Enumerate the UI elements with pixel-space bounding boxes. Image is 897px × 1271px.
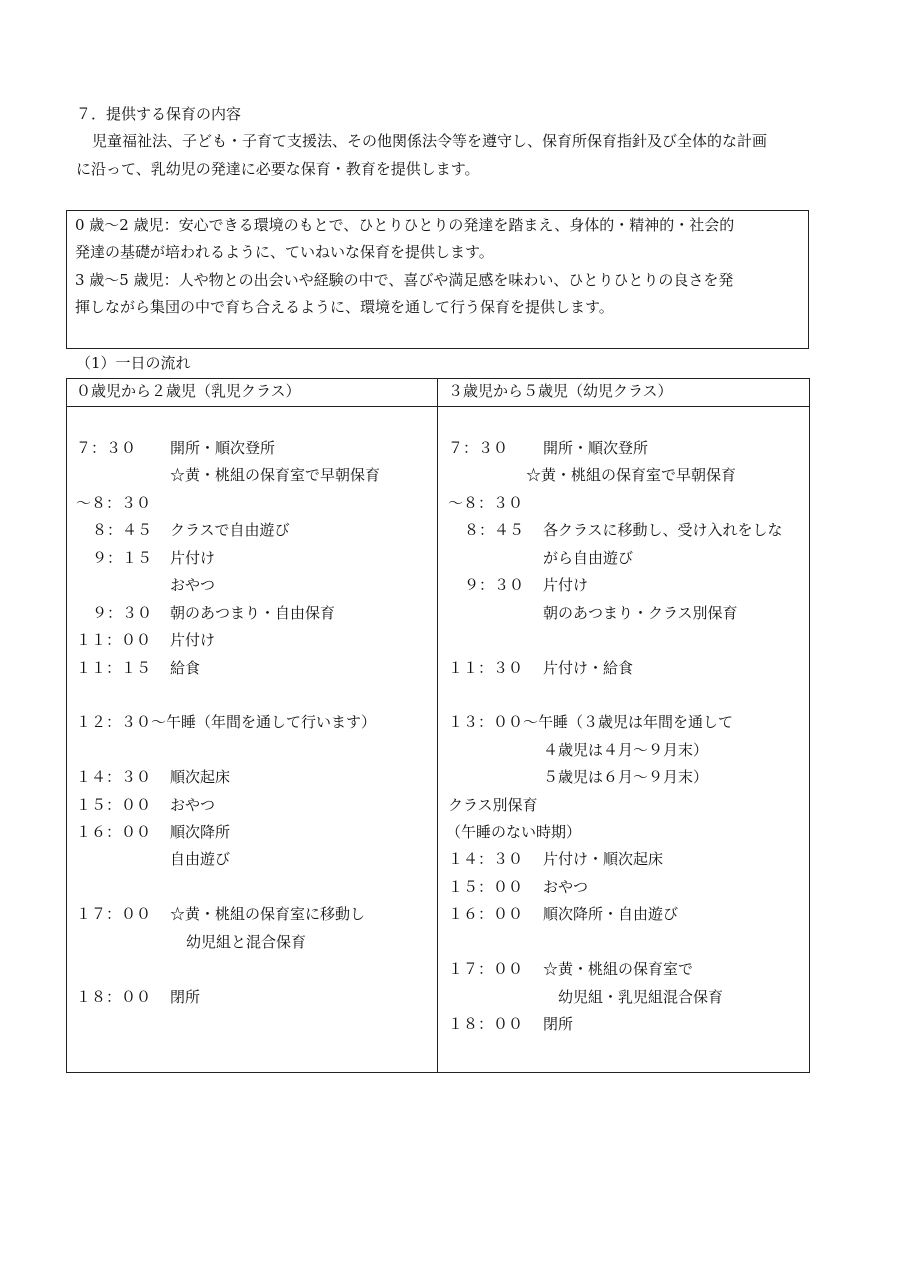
schedule-activity: クラスで自由遊び [170, 521, 290, 539]
schedule-time: １４：３０ [76, 768, 152, 786]
schedule-time: ８：４５ [464, 521, 525, 539]
schedule-time: ８：４５ [92, 521, 153, 539]
schedule-activity: おやつ [170, 796, 216, 814]
schedule-activity: 幼児組・乳児組混合保育 [558, 988, 724, 1006]
summary-line: 揮しながら集団の中で育ち合えるように、環境を通して行う保育を提供します。 [75, 298, 614, 316]
toddler-column-header: ３歳児から５歳児（幼児クラス） [448, 382, 673, 400]
schedule-activity: 給食 [170, 659, 201, 677]
schedule-time: １８：００ [448, 1015, 524, 1033]
schedule-activity: ☆黄・桃組の保育室で早朝保育 [170, 466, 381, 484]
intro-line: 児童福祉法、子ども・子育て支援法、その他関係法令等を遵守し、保育所保育指針及び全体的な計画 [92, 132, 768, 150]
schedule-time: １８：００ [76, 988, 152, 1006]
schedule-activity: ☆黄・桃組の保育室で [543, 960, 694, 978]
schedule-activity: 片付け・給食 [543, 659, 634, 677]
schedule-activity: 片付け・順次起床 [543, 850, 664, 868]
schedule-time: ～８：３０ [448, 494, 524, 512]
schedule-time: １４：３０ [448, 850, 524, 868]
intro-line: に沿って、乳幼児の発達に必要な保育・教育を提供します。 [76, 160, 480, 178]
infant-column-header: ０歳児から２歳児（乳児クラス） [76, 382, 301, 400]
schedule-activity: 片付け [170, 549, 216, 567]
schedule-time: １７：００ [448, 960, 524, 978]
schedule-time: １７：００ [76, 905, 152, 923]
header-divider [66, 406, 810, 407]
schedule-activity: 朝のあつまり・クラス別保育 [543, 604, 738, 622]
schedule-time: １１：３０ [448, 659, 524, 677]
schedule-time: １５：００ [76, 796, 152, 814]
schedule-time: ７：３０ [76, 439, 137, 457]
summary-line: 発達の基礎が培われるように、ていねいな保育を提供します。 [75, 243, 494, 261]
schedule-activity: 朝のあつまり・自由保育 [170, 604, 336, 622]
schedule-activity: 自由遊び [170, 850, 231, 868]
schedule-activity: がら自由遊び [543, 549, 634, 567]
schedule-time: ９：１５ [92, 549, 153, 567]
schedule-activity: ☆黄・桃組の保育室で早朝保育 [526, 466, 737, 484]
schedule-time: １５：００ [448, 878, 524, 896]
schedule-time: １２：３０～午睡（年間を通して行います） [76, 713, 377, 731]
schedule-activity: 順次起床 [170, 768, 231, 786]
schedule-time: クラス別保育 [448, 796, 538, 814]
schedule-activity: 順次降所・自由遊び [543, 905, 679, 923]
schedule-time: １６：００ [76, 823, 152, 841]
schedule-time: １６：００ [448, 905, 524, 923]
schedule-activity: 閉所 [543, 1015, 574, 1033]
schedule-time: ９：３０ [464, 576, 525, 594]
schedule-time: ７：３０ [448, 439, 509, 457]
schedule-activity: 幼児組と混合保育 [186, 933, 307, 951]
schedule-activity: 片付け [170, 631, 216, 649]
schedule-activity: 開所・順次登所 [543, 439, 649, 457]
schedule-activity: 片付け [543, 576, 589, 594]
column-divider [437, 378, 438, 1073]
schedule-time: ９：３０ [92, 604, 153, 622]
schedule-activity: 閉所 [170, 988, 201, 1006]
schedule-activity: おやつ [170, 576, 216, 594]
schedule-activity: 開所・順次登所 [170, 439, 276, 457]
schedule-time: １３：００～午睡（３歳児は年間を通して [448, 713, 734, 731]
schedule-activity: 各クラスに移動し、受け入れをしな [543, 521, 783, 539]
summary-line: 3 歳～5 歳児：人や物との出会いや経験の中で、喜びや満足感を味わい、ひとりひとりの良さを発 [75, 271, 734, 289]
section-heading: ７．提供する保育の内容 [76, 105, 242, 123]
schedule-time: ～８：３０ [76, 494, 152, 512]
schedule-time: （午睡のない時期） [446, 823, 582, 841]
schedule-activity: ☆黄・桃組の保育室に移動し [170, 905, 366, 923]
schedule-title: （1）一日の流れ [76, 354, 191, 372]
schedule-activity: ４歳児は４月～９月末） [543, 741, 709, 759]
schedule-activity: ５歳児は６月～９月末） [543, 768, 709, 786]
schedule-activity: 順次降所 [170, 823, 231, 841]
summary-line: 0 歳～2 歳児：安心できる環境のもとで、ひとりひとりの発達を踏まえ、身体的・精神的・社会的 [75, 216, 735, 234]
schedule-activity: おやつ [543, 878, 589, 896]
schedule-time: １１：１５ [76, 659, 152, 677]
schedule-time: １１：００ [76, 631, 152, 649]
